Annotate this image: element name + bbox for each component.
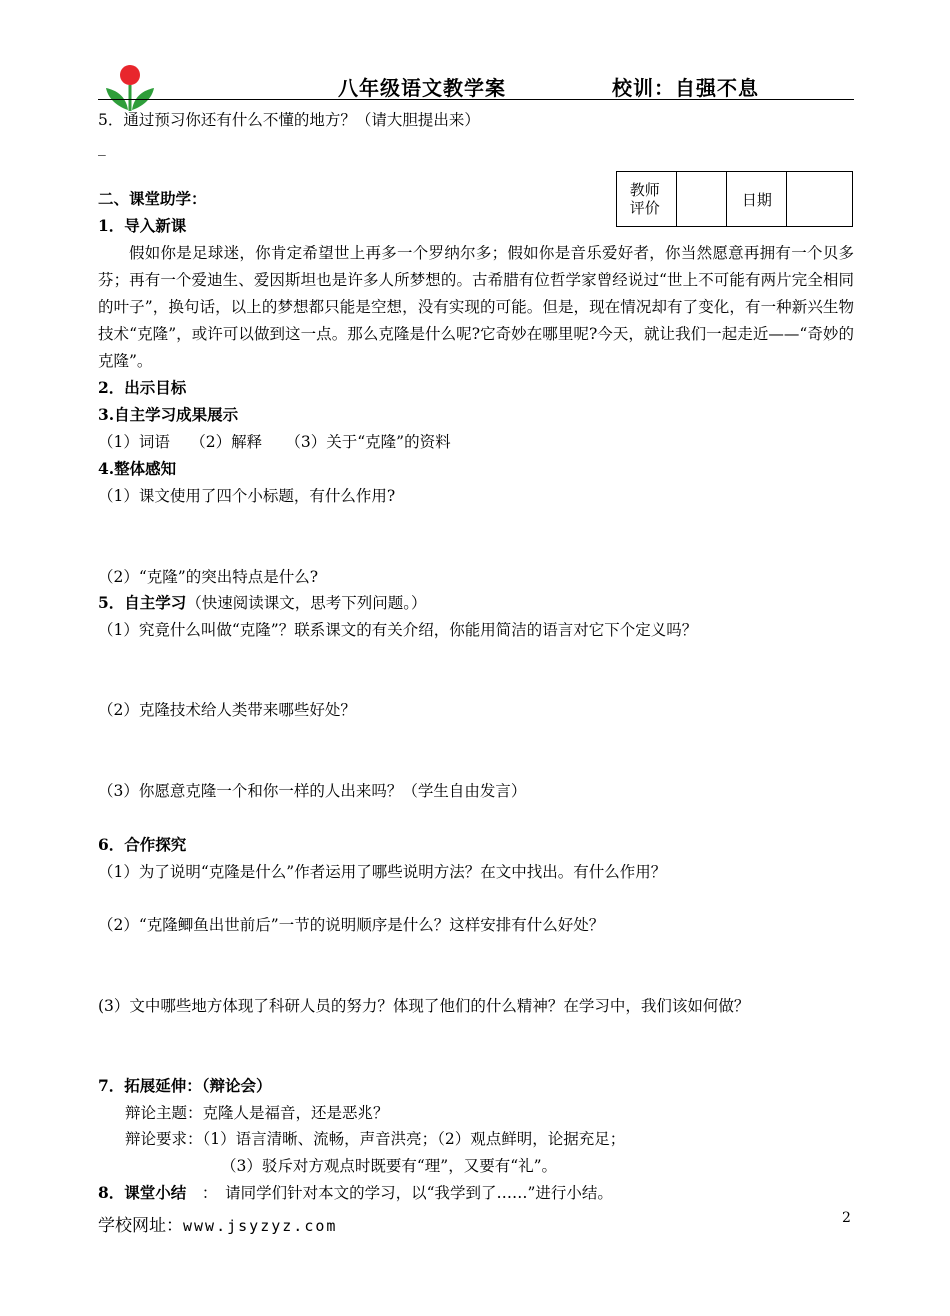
item6-title: 6．合作探究 xyxy=(98,835,187,854)
item3-line: （1）词语 （2）解释 （3）关于“克隆”的资料 xyxy=(98,433,451,451)
item5-question-2: （2）克隆技术给人类带来哪些好处？ xyxy=(98,701,356,719)
item4-question-1: （1）课文使用了四个小标题，有什么作用? xyxy=(98,487,396,505)
debate-requirements-1: 辩论要求：（1）语言清晰、流畅，声音洪亮；（2）观点鲜明，论据充足； xyxy=(125,1130,626,1148)
item4-title: 4.整体感知 xyxy=(98,459,177,478)
item1-title: 1．导入新课 xyxy=(98,216,187,235)
header-motto: 校训：自强不息 xyxy=(612,76,759,100)
item8-line xyxy=(98,1181,613,1203)
school-logo-icon xyxy=(106,62,154,112)
item5-heading xyxy=(98,591,427,613)
footer-website xyxy=(98,1211,337,1236)
item4-question-2: （2）“克隆”的突出特点是什么? xyxy=(98,568,319,586)
item8-text: ： 请同学们针对本文的学习，以“我学到了……”进行小结。 xyxy=(201,1184,613,1202)
page-number: 2 xyxy=(842,1210,851,1226)
item3-title: 3.自主学习成果展示 xyxy=(98,405,239,424)
teacher-evaluation-table xyxy=(616,171,853,227)
item2-title: 2．出示目标 xyxy=(98,378,187,397)
answer-blank: _ xyxy=(98,138,106,156)
teacher-eval-cell[interactable] xyxy=(677,172,727,227)
item8-title: 8．课堂小结 xyxy=(98,1183,187,1202)
footer-label: 学校网址： xyxy=(98,1216,183,1236)
footer-url-link[interactable]: www.jsyzyz.com xyxy=(183,1217,338,1235)
header-title: 八年级语文教学案 xyxy=(338,76,506,100)
header-rule xyxy=(98,99,854,100)
item7-title: 7．拓展延伸：（辩论会） xyxy=(98,1076,272,1095)
date-label: 日期 xyxy=(727,172,787,227)
item6-question-2: （2）“克隆鲫鱼出世前后”一节的说明顺序是什么？这样安排有什么好处？ xyxy=(98,916,605,934)
date-cell[interactable] xyxy=(787,172,853,227)
item5-question-3: （3）你愿意克隆一个和你一样的人出来吗？（学生自由发言） xyxy=(98,782,527,800)
preview-question: 5．通过预习你还有什么不懂的地方？（请大胆提出来） xyxy=(98,111,480,129)
item6-question-3: (3）文中哪些地方体现了科研人员的努力？体现了他们的什么精神？在学习中，我们该如何做？ xyxy=(98,997,750,1015)
item5-title: 5．自主学习 xyxy=(98,593,187,612)
teacher-eval-label: 教师评价 xyxy=(617,172,677,227)
item6-question-1: （1）为了说明“克隆是什么”作者运用了哪些说明方法？在文中找出。有什么作用？ xyxy=(98,863,667,881)
debate-topic: 辩论主题：克隆人是福音，还是恶兆？ xyxy=(125,1104,389,1122)
intro-paragraph: 假如你是足球迷，你肯定希望世上再多一个罗纳尔多；假如你是音乐爱好者，你当然愿意再拥有一个贝多芬；再有一个爱迪生、爱因斯坦也是许多人所梦想的。古希腊有位哲学家曾经说过“世上不可能有两片完全相同的叶子”，换句话，以上的梦想都只能是空想，没有实现的可能。但是，现在情况却有了变化，有一种新兴生物技术“克隆”，或许可以做到这一点。那么克隆是什么呢?它奇妙在哪里呢?今天，就让我们一起走近——“奇妙的克隆”。 xyxy=(98,244,854,370)
section-title: 二、课堂助学： xyxy=(98,189,207,208)
item5-note: （快速阅读课文，思考下列问题。） xyxy=(186,594,427,612)
debate-requirements-2: （3）驳斥对方观点时既要有“理”，又要有“礼”。 xyxy=(221,1157,558,1175)
item5-question-1: （1）究竟什么叫做“克隆”？联系课文的有关介绍，你能用简洁的语言对它下个定义吗？ xyxy=(98,621,698,639)
